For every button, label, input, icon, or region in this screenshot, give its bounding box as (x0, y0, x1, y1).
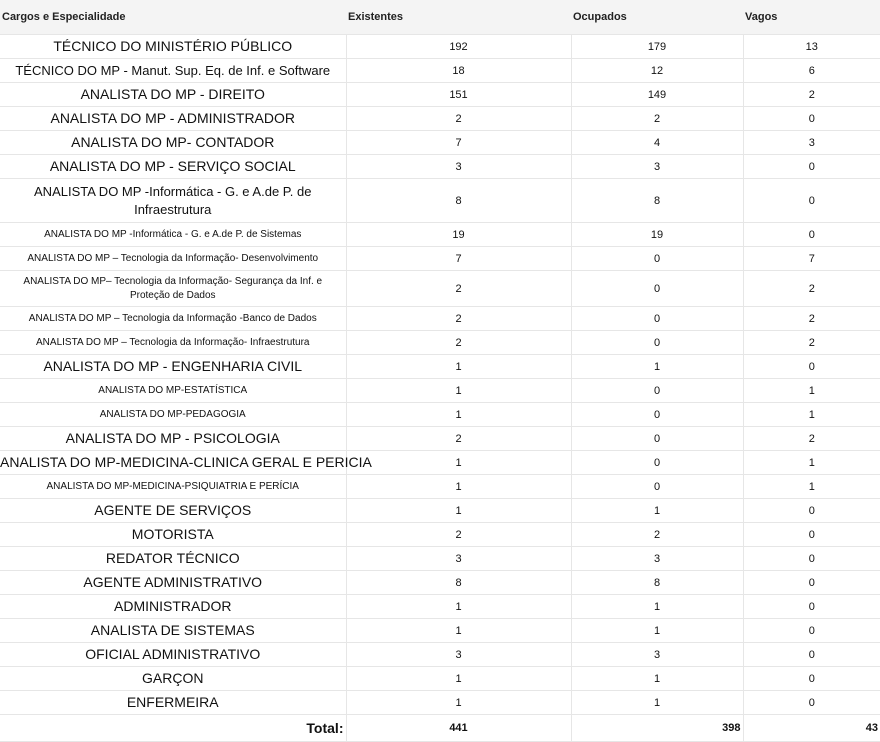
ocupados-cell: 4 (571, 131, 743, 155)
cargo-cell: ANALISTA DO MP -Informática - G. e A.de P. de Infraestrutura (0, 179, 346, 223)
total-ocupados: 398 (571, 715, 743, 742)
vagos-cell: 2 (743, 271, 880, 307)
ocupados-cell: 0 (571, 427, 743, 451)
vagos-cell: 2 (743, 427, 880, 451)
ocupados-cell: 0 (571, 307, 743, 331)
existentes-cell: 2 (346, 307, 571, 331)
vagos-cell: 0 (743, 155, 880, 179)
existentes-cell: 3 (346, 155, 571, 179)
table-row (0, 547, 880, 571)
vagos-cell: 2 (743, 331, 880, 355)
vagos-cell: 0 (743, 223, 880, 247)
ocupados-cell: 0 (571, 331, 743, 355)
total-existentes: 441 (346, 715, 571, 742)
vagos-cell: 1 (743, 403, 880, 427)
header-row (0, 0, 880, 35)
existentes-cell: 3 (346, 547, 571, 571)
existentes-cell: 1 (346, 403, 571, 427)
table-row (0, 271, 880, 307)
vagos-cell: 1 (743, 451, 880, 475)
cargo-cell: ANALISTA DO MP - ENGENHARIA CIVIL (0, 355, 346, 379)
ocupados-cell: 1 (571, 499, 743, 523)
table-row (0, 691, 880, 715)
cargo-cell: ANALISTA DO MP – Tecnologia da Informação- Desenvolvimento (0, 247, 346, 271)
existentes-cell: 2 (346, 331, 571, 355)
cargo-cell: ANALISTA DO MP – Tecnologia da Informação- Infraestrutura (0, 331, 346, 355)
existentes-cell: 8 (346, 571, 571, 595)
cargo-cell: ANALISTA DO MP - DIREITO (0, 83, 346, 107)
existentes-cell: 7 (346, 247, 571, 271)
total-row (0, 715, 880, 742)
ocupados-cell: 0 (571, 451, 743, 475)
ocupados-cell: 0 (571, 271, 743, 307)
ocupados-cell: 12 (571, 59, 743, 83)
table-row (0, 595, 880, 619)
vagos-cell: 0 (743, 595, 880, 619)
table-row (0, 107, 880, 131)
ocupados-cell: 1 (571, 691, 743, 715)
table-row (0, 667, 880, 691)
vagos-cell: 0 (743, 179, 880, 223)
table-row (0, 83, 880, 107)
vagos-cell: 0 (743, 667, 880, 691)
table-row (0, 59, 880, 83)
ocupados-cell: 1 (571, 355, 743, 379)
ocupados-cell: 0 (571, 247, 743, 271)
existentes-cell: 8 (346, 179, 571, 223)
cargo-cell: ANALISTA DO MP - SERVIÇO SOCIAL (0, 155, 346, 179)
cargo-cell: ANALISTA DO MP- CONTADOR (0, 131, 346, 155)
ocupados-cell: 8 (571, 571, 743, 595)
header-vagos: Vagos (743, 0, 880, 35)
vagos-cell: 1 (743, 379, 880, 403)
table-row (0, 643, 880, 667)
table-row (0, 379, 880, 403)
cargo-cell: ANALISTA DO MP-PEDAGOGIA (0, 403, 346, 427)
cargo-cell: ANALISTA DO MP-ESTATÍSTICA (0, 379, 346, 403)
vagos-cell: 0 (743, 523, 880, 547)
table-row (0, 571, 880, 595)
vagos-cell: 0 (743, 547, 880, 571)
existentes-cell: 2 (346, 523, 571, 547)
vagos-cell: 0 (743, 619, 880, 643)
vagos-cell: 2 (743, 307, 880, 331)
table-row (0, 499, 880, 523)
vagos-cell: 0 (743, 643, 880, 667)
table-row (0, 223, 880, 247)
table-row (0, 475, 880, 499)
existentes-cell: 1 (346, 379, 571, 403)
cargo-cell: ADMINISTRADOR (0, 595, 346, 619)
cargo-cell: TÉCNICO DO MINISTÉRIO PÚBLICO (0, 35, 346, 59)
ocupados-cell: 149 (571, 83, 743, 107)
table-row (0, 35, 880, 59)
cargo-cell: OFICIAL ADMINISTRATIVO (0, 643, 346, 667)
table-row (0, 247, 880, 271)
table-row (0, 131, 880, 155)
cargo-cell: ANALISTA DE SISTEMAS (0, 619, 346, 643)
table-row (0, 619, 880, 643)
table-row (0, 355, 880, 379)
cargo-cell: GARÇON (0, 667, 346, 691)
vagos-cell: 1 (743, 475, 880, 499)
cargo-cell: ANALISTA DO MP– Tecnologia da Informação- Segurança da Inf. e Proteção de Dados (0, 271, 346, 307)
vagos-cell: 0 (743, 691, 880, 715)
existentes-cell: 1 (346, 619, 571, 643)
existentes-cell: 2 (346, 107, 571, 131)
ocupados-cell: 1 (571, 619, 743, 643)
ocupados-cell: 1 (571, 595, 743, 619)
ocupados-cell: 2 (571, 523, 743, 547)
existentes-cell: 151 (346, 83, 571, 107)
existentes-cell: 3 (346, 643, 571, 667)
cargo-cell: ANALISTA DO MP -Informática - G. e A.de P. de Sistemas (0, 223, 346, 247)
cargo-cell: ANALISTA DO MP - PSICOLOGIA (0, 427, 346, 451)
vagos-cell: 3 (743, 131, 880, 155)
ocupados-cell: 0 (571, 379, 743, 403)
existentes-cell: 1 (346, 451, 571, 475)
existentes-cell: 1 (346, 475, 571, 499)
cargo-cell: MOTORISTA (0, 523, 346, 547)
vagos-cell: 2 (743, 83, 880, 107)
ocupados-cell: 3 (571, 155, 743, 179)
table-row (0, 307, 880, 331)
ocupados-cell: 0 (571, 475, 743, 499)
total-vagos: 43 (743, 715, 880, 742)
existentes-cell: 1 (346, 667, 571, 691)
header-existentes: Existentes (346, 0, 571, 35)
ocupados-cell: 3 (571, 547, 743, 571)
cargo-cell: AGENTE DE SERVIÇOS (0, 499, 346, 523)
table-row (0, 523, 880, 547)
ocupados-cell: 19 (571, 223, 743, 247)
vagos-cell: 0 (743, 355, 880, 379)
cargo-cell: ANALISTA DO MP-MEDICINA-PSIQUIATRIA E PERÍCIA (0, 475, 346, 499)
table-row (0, 451, 880, 475)
cargo-cell: TÉCNICO DO MP - Manut. Sup. Eq. de Inf. e Software (0, 59, 346, 83)
cargo-cell: ANALISTA DO MP – Tecnologia da Informação -Banco de Dados (0, 307, 346, 331)
existentes-cell: 1 (346, 595, 571, 619)
cargo-cell: ANALISTA DO MP - ADMINISTRADOR (0, 107, 346, 131)
cargo-cell: REDATOR TÉCNICO (0, 547, 346, 571)
table-row (0, 427, 880, 451)
table-row (0, 179, 880, 223)
ocupados-cell: 179 (571, 35, 743, 59)
vagos-cell: 13 (743, 35, 880, 59)
existentes-cell: 2 (346, 271, 571, 307)
cargo-cell: ANALISTA DO MP-MEDICINA-CLINICA GERAL E PERICIA (0, 451, 346, 475)
ocupados-cell: 0 (571, 403, 743, 427)
existentes-cell: 192 (346, 35, 571, 59)
existentes-cell: 1 (346, 355, 571, 379)
vagos-cell: 6 (743, 59, 880, 83)
cargo-cell: AGENTE ADMINISTRATIVO (0, 571, 346, 595)
vagos-cell: 0 (743, 107, 880, 131)
table-row (0, 403, 880, 427)
vagos-cell: 0 (743, 571, 880, 595)
existentes-cell: 7 (346, 131, 571, 155)
ocupados-cell: 2 (571, 107, 743, 131)
vagos-cell: 0 (743, 499, 880, 523)
ocupados-cell: 8 (571, 179, 743, 223)
table-row (0, 331, 880, 355)
header-ocupados: Ocupados (571, 0, 743, 35)
existentes-cell: 19 (346, 223, 571, 247)
existentes-cell: 2 (346, 427, 571, 451)
header-cargo: Cargos e Especialidade (0, 0, 346, 35)
ocupados-cell: 1 (571, 667, 743, 691)
existentes-cell: 18 (346, 59, 571, 83)
table-row (0, 155, 880, 179)
cargo-cell: ENFERMEIRA (0, 691, 346, 715)
ocupados-cell: 3 (571, 643, 743, 667)
existentes-cell: 1 (346, 499, 571, 523)
vagos-cell: 7 (743, 247, 880, 271)
total-label: Total: (0, 715, 346, 742)
existentes-cell: 1 (346, 691, 571, 715)
